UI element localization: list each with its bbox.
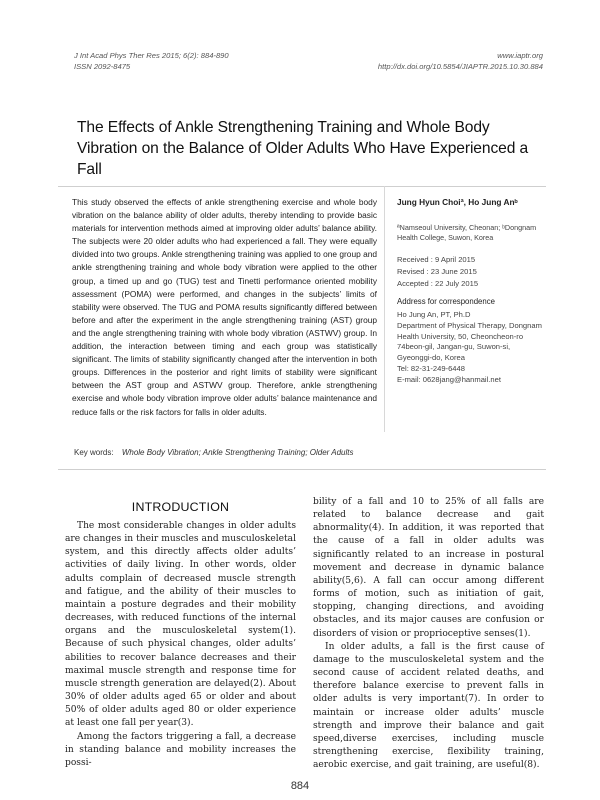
author-affiliation: ªNamseoul University, Cheonan; ᵇDongnam Health College, Suwon, Korea bbox=[397, 223, 537, 243]
body-column-left bbox=[65, 520, 296, 770]
article-dates bbox=[397, 254, 547, 291]
running-header-left bbox=[74, 50, 229, 72]
article-title: The Effects of Ankle Strengthening Training and Whole Body Vibration on the Balance of Older Adults Who Have Experienced a Fall bbox=[77, 119, 529, 178]
keywords-label: Key words: bbox=[74, 448, 114, 457]
keywords-values: Whole Body Vibration; Ankle Strengthening Training; Older Adults bbox=[121, 448, 354, 457]
abstract-divider bbox=[384, 186, 385, 432]
correspondence-email[interactable]: E-mail: 0628jang@hanmail.net bbox=[397, 374, 501, 384]
keywords-line bbox=[74, 448, 544, 457]
received-date: Received : 9 April 2015 bbox=[397, 255, 476, 264]
body-column-right bbox=[313, 496, 544, 772]
journal-citation: J Int Acad Phys Ther Res 2015; 6(2): 884-890 bbox=[74, 51, 229, 60]
doi-link[interactable]: http://dx.doi.org/10.5854/JIAPTR.2015.10.30.884 bbox=[377, 62, 543, 71]
page-number: 884 bbox=[290, 780, 310, 792]
correspondence-name: Ho Jung An, PT, Ph.D bbox=[397, 310, 471, 319]
accepted-date: Accepted : 22 July 2015 bbox=[397, 279, 479, 289]
abstract-text: This study observed the effects of ankle strengthening exercise and whole body vibration on the balance ability of older adults, thereby intending to provide basic materials for intervention methods aimed at improving older adults’ balance ability. The subjects were 20 older adults who had experienced a fall. They were equally divided into two groups. Ankle strengthening training was applied to one group and ankle strengthening training and whole body vibration were applied to the other group, a timed up and go (TUG) test and Tinetti performance oriented mobility assessment (POMA) were performed, and changes in the subjects’ limits of stability were observed. The TUG and POMA results significantly differed between before and after the experiment in the angle strengthening training (AST) group and the angle strengthening training with whole body vibration (ASTWV) group. In addition, the interaction between timing and each group was statistically significant. The limits of stability significantly changed after the intervention in both groups. Differences in the posterior and right limits of stability were significant between the AST group and ASTWV group. Therefore, ankle strengthening exercise and whole body vibration improve older adults’ balance maintenance and reduce falls or the risk factors for falls in older adults. bbox=[72, 197, 377, 417]
correspondence-tel: Tel: 82-31-249-6448 bbox=[397, 363, 465, 373]
correspondence-heading: Address for correspondence bbox=[397, 297, 495, 306]
website-link[interactable]: www.iaptr.org bbox=[497, 51, 543, 60]
intro-paragraph: The most considerable changes in older adults are changes in their muscles and musculoskeletal system, and this directly affects older adults’ activities of daily living. In other words, older adults complain of decreased muscle strength and fatigue, and the ability of their muscles to maintain a posture degrades and their mobility decreases, with reduced functions of the internal organs and the musculoskeletal system(1). Because of such physical changes, older adults’ abilities to recover balance decreases and their maximal muscle strength and response time for muscle strength generation are delayed(2). About 30% of older adults aged 65 or older and about 50% of older adults aged 80 or older experience at least one fall per year(3). bbox=[65, 521, 296, 729]
issn: ISSN 2092-8475 bbox=[74, 62, 131, 71]
correspondence-address: Department of Physical Therapy, Dongnam Health University, 50, Cheoncheon-ro 74beon-gil, Jangan-gu, Suwon-si, Gyeonggi-do, Korea bbox=[397, 320, 542, 363]
revised-date: Revised : 23 June 2015 bbox=[397, 267, 477, 277]
correspondence-block bbox=[397, 310, 547, 386]
intro-paragraph: bility of a fall and 10 to 25% of all falls are related to balance decrease and gait abnormality(4). In addition, it was reported that the cause of a fall in older adults was significantly related to an increase in postural movement and decrease in dynamic balance ability(5,6). A fall can occur among different forms of motion, such as initiation of gait, stopping, changing directions, and avoiding obstacles, and its major causes are confusion or disorders of vision or proprioceptive senses(1). bbox=[313, 497, 544, 639]
intro-paragraph: In older adults, a fall is the first cause of damage to the musculoskeletal system and the second cause of accident related deaths, and therefore balance exercise to prevent falls in older adults is very important(7). In order to maintain or increase older adults’ muscle strength and improve their balance and gait speed,diverse exercises, including muscle strengthening exercise, flexibility training, aerobic exercise, and gait training, are useful(8). bbox=[313, 641, 544, 771]
introduction-heading: INTRODUCTION bbox=[131, 500, 230, 514]
running-header-right bbox=[378, 50, 543, 72]
author-names: Jung Hyun Choiª, Ho Jung Anᵇ bbox=[397, 197, 518, 207]
intro-paragraph: Among the factors triggering a fall, a decrease in standing balance and mobility increases the possi- bbox=[65, 731, 296, 768]
